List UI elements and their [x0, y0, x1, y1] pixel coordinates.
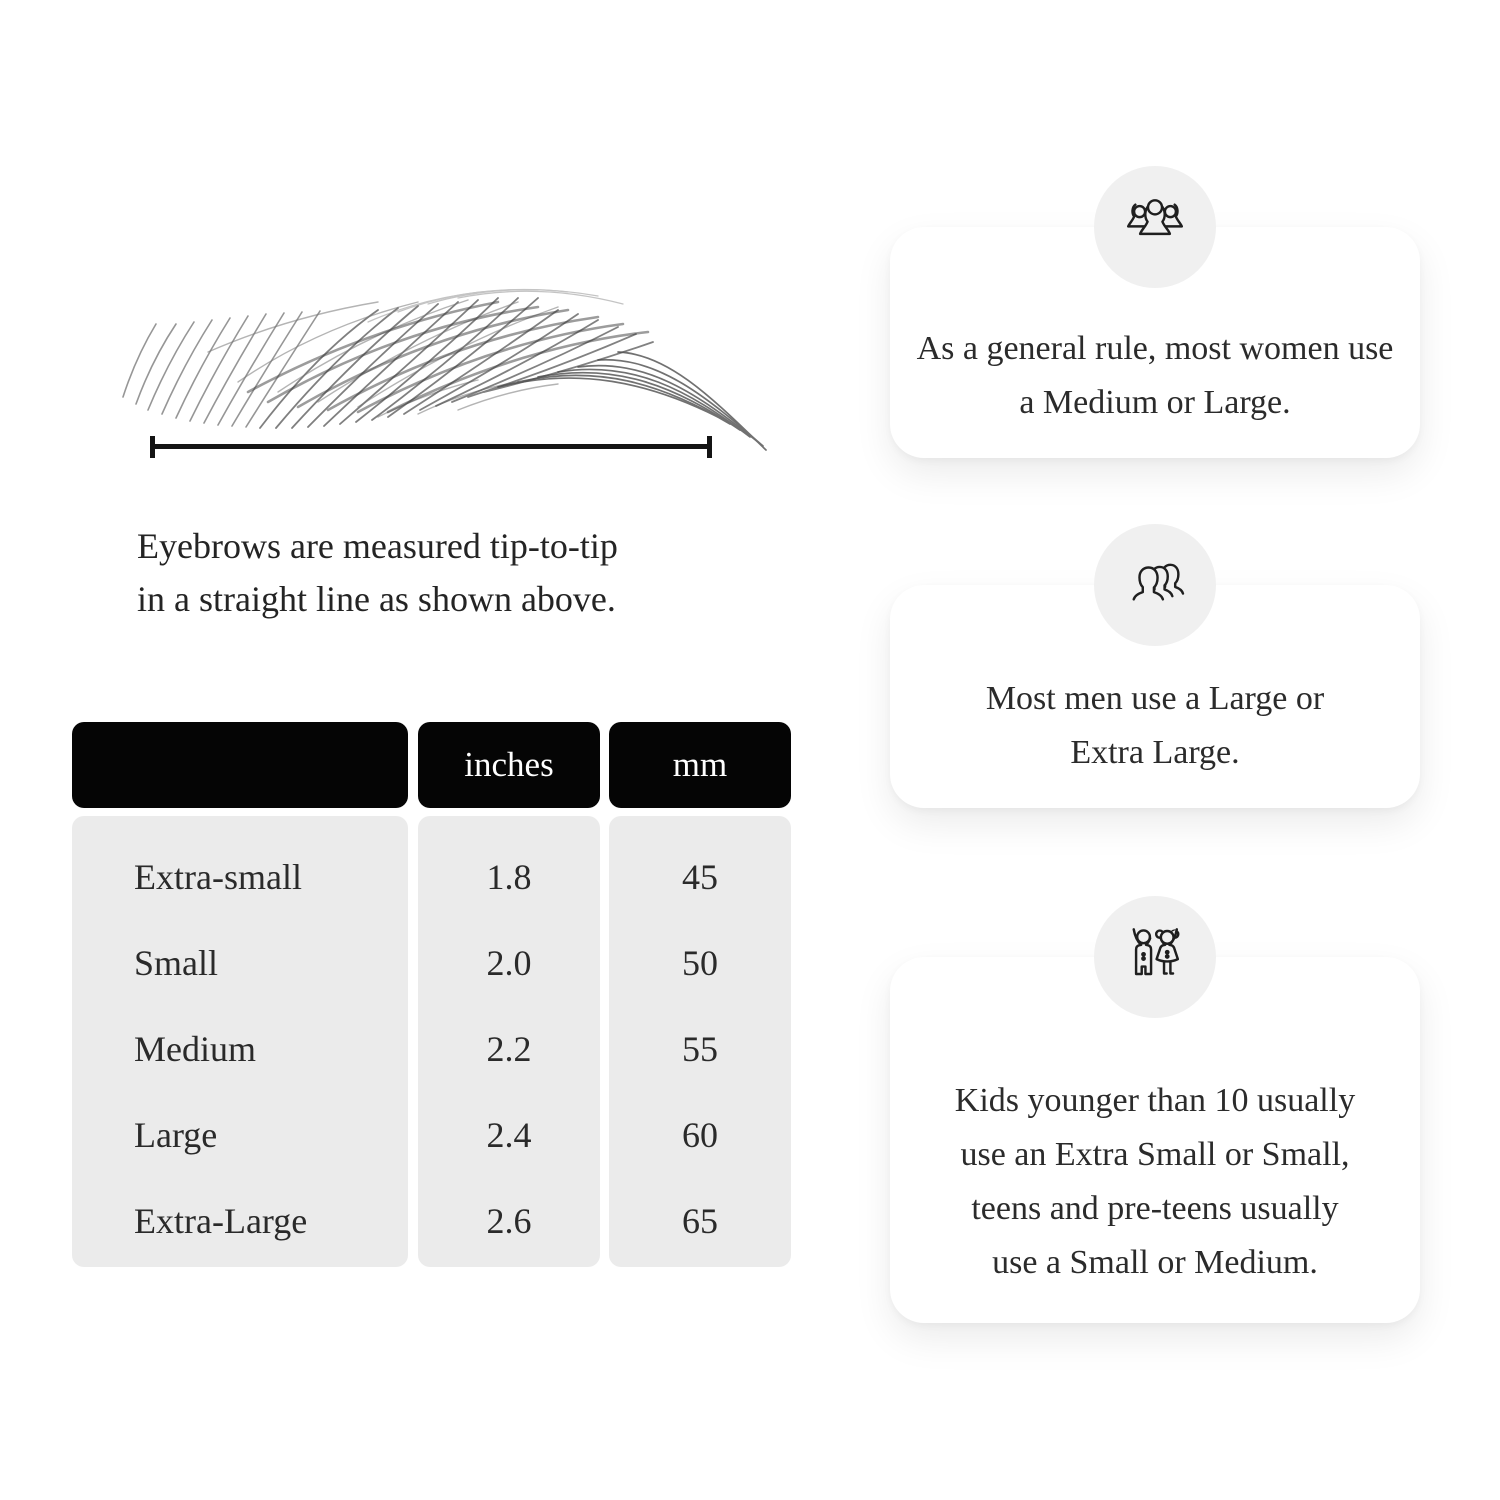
card-kids-text: Kids younger than 10 usually use an Extra Small or Small, teens and pre-teens usually use a Small or Medium. — [954, 1082, 1356, 1281]
table-header-inches: inches — [418, 722, 600, 808]
table-row-label: Small — [134, 943, 219, 983]
measurement-caption-line2: in a straight line as shown above. — [137, 579, 616, 619]
table-column-inches — [418, 816, 600, 1267]
men-group-icon — [1094, 524, 1216, 646]
tip-to-tip-measure-line — [150, 436, 712, 458]
eyebrow-illustration — [118, 232, 778, 452]
table-cell-mm: 50 — [682, 943, 718, 983]
table-cell-mm: 65 — [682, 1201, 718, 1241]
card-men-text: Most men use a Large or Extra Large. — [985, 679, 1325, 771]
table-cell-inches: 2.6 — [486, 1201, 532, 1241]
table-cell-inches: 2.0 — [486, 943, 532, 983]
table-row-label: Medium — [134, 1029, 256, 1069]
table-cell-inches: 1.8 — [486, 857, 532, 897]
table-column-size-labels — [72, 816, 408, 1267]
table-row-label: Extra-small — [134, 857, 302, 897]
table-cell-inches: 2.2 — [486, 1029, 532, 1069]
card-women-text: As a general rule, most women use a Medium or Large. — [916, 329, 1394, 421]
table-row-label: Large — [134, 1115, 218, 1155]
table-cell-mm: 60 — [682, 1115, 718, 1155]
table-cell-inches: 2.4 — [486, 1115, 532, 1155]
women-group-icon — [1094, 166, 1216, 288]
table-column-mm — [609, 816, 791, 1267]
table-row-label: Extra-Large — [134, 1201, 308, 1241]
measure-line-bar — [150, 444, 712, 449]
table-header-mm: mm — [609, 722, 791, 808]
measure-end-cap-right — [707, 436, 712, 458]
measurement-caption-line1: Eyebrows are measured tip-to-tip — [137, 526, 618, 566]
kids-icon — [1094, 896, 1216, 1018]
table-cell-mm: 45 — [682, 857, 718, 897]
table-header-size — [72, 722, 408, 808]
measurement-caption — [137, 520, 777, 626]
table-cell-mm: 55 — [682, 1029, 718, 1069]
